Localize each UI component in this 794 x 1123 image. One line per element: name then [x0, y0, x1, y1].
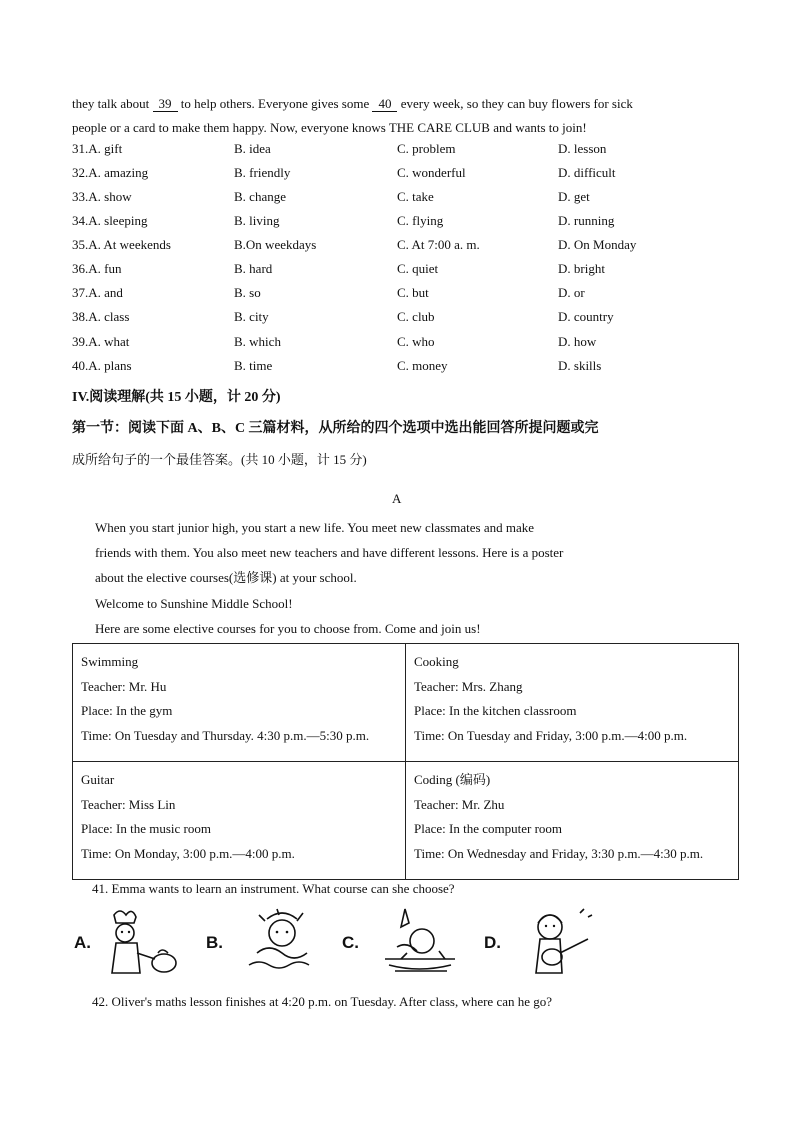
option-c: C. problem	[397, 141, 456, 156]
option-d: D. or	[558, 285, 585, 300]
computer-coding-icon	[377, 905, 467, 980]
course-teacher: Teacher: Mr. Zhu	[414, 796, 505, 812]
option-c: C. flying	[397, 213, 444, 228]
option-c: C. At 7:00 a. m.	[397, 237, 480, 252]
passage-line-2: people or a card to make them happy. Now, everyone knows THE CARE CLUB and wants to join!	[72, 120, 587, 135]
section-subheading: 第一节：阅读下面 A、B、C 三篇材料，从所给的四个选项中选出能回答所提问题或完	[72, 421, 599, 436]
question-41-options	[72, 905, 612, 980]
option-b: B. hard	[234, 261, 273, 276]
option-a: 32.A. amazing	[72, 165, 149, 180]
chef-cooking-icon	[102, 905, 187, 980]
option-row-33	[72, 189, 732, 213]
course-time: Time: On Wednesday and Friday, 3:30 p.m.—4:30 p.m.	[414, 845, 704, 861]
option-c: C. wonderful	[397, 165, 466, 180]
course-name: Cooking	[414, 654, 459, 669]
option-b: B. city	[234, 309, 269, 324]
question-41: 41. Emma wants to learn an instrument. What course can she choose?	[92, 881, 455, 896]
option-b: B. which	[234, 334, 281, 349]
course-place: Place: In the music room	[81, 821, 211, 836]
question-42: 42. Oliver's maths lesson finishes at 4:20 p.m. on Tuesday. After class, where can he go?	[92, 994, 553, 1009]
option-d: D. skills	[558, 358, 602, 373]
course-teacher: Teacher: Miss Lin	[81, 796, 176, 812]
course-time: Time: On Tuesday and Friday, 3:00 p.m.—4:00 p.m.	[414, 727, 688, 743]
passage-text: they talk about	[72, 96, 150, 111]
option-b: B. so	[234, 285, 261, 300]
reading-line: When you start junior high, you start a new life. You meet new classmates and make	[95, 520, 535, 535]
option-c: C. but	[397, 285, 429, 300]
section-subheading-2: 成所给句子的一个最佳答案。(共 10 小题，计 15 分)	[72, 452, 367, 467]
option-d: D. difficult	[558, 165, 616, 180]
option-c: C. who	[397, 334, 435, 349]
course-cell-swimming	[73, 644, 406, 762]
course-name: Coding (编码)	[414, 772, 491, 787]
option-label-a: A.	[74, 933, 91, 952]
course-teacher: Teacher: Mrs. Zhang	[414, 678, 523, 694]
option-a: 34.A. sleeping	[72, 213, 148, 228]
option-a: 37.A. and	[72, 285, 123, 300]
course-time: Time: On Monday, 3:00 p.m.—4:00 p.m.	[81, 845, 295, 861]
option-a: 31.A. gift	[72, 141, 123, 156]
option-d: D. country	[558, 309, 614, 324]
option-b: B. change	[234, 189, 286, 204]
guitar-player-icon	[522, 905, 602, 980]
reading-line: about the elective courses(选修课) at your school.	[95, 570, 357, 585]
option-a: 40.A. plans	[72, 358, 132, 373]
option-c: C. money	[397, 358, 448, 373]
course-name: Guitar	[81, 772, 115, 787]
option-d: D. get	[558, 189, 590, 204]
course-cell-guitar	[73, 762, 406, 880]
option-c: C. take	[397, 189, 434, 204]
reading-line: friends with them. You also meet new teachers and have different lessons. Here is a poster	[95, 545, 564, 560]
option-b: B. time	[234, 358, 273, 373]
course-place: Place: In the kitchen classroom	[414, 703, 577, 718]
option-a: 38.A. class	[72, 309, 130, 324]
option-a: 39.A. what	[72, 334, 130, 349]
option-b: B. friendly	[234, 165, 291, 180]
option-row-35	[72, 237, 732, 261]
option-b: B. idea	[234, 141, 271, 156]
blank-40: 40	[372, 97, 397, 112]
course-time: Time: On Tuesday and Thursday. 4:30 p.m.—5:30 p.m.	[81, 727, 370, 743]
course-name: Swimming	[81, 654, 139, 669]
swimmer-icon	[237, 905, 327, 980]
passage-text: every week, so they can buy flowers for sick	[400, 96, 633, 111]
option-c: C. quiet	[397, 261, 439, 276]
option-b: B. living	[234, 213, 280, 228]
option-d: D. bright	[558, 261, 605, 276]
option-b: B.On weekdays	[234, 237, 317, 252]
option-row-34	[72, 213, 732, 237]
option-row-39	[72, 334, 732, 358]
option-label-b: B.	[206, 933, 223, 952]
reading-line: Here are some elective courses for you to choose from. Come and join us!	[95, 621, 481, 636]
option-row-32	[72, 165, 732, 189]
option-c: C. club	[397, 309, 435, 324]
option-row-36	[72, 261, 732, 285]
option-row-31	[72, 141, 732, 165]
course-cell-coding	[406, 762, 739, 880]
option-d: D. how	[558, 334, 597, 349]
course-place: Place: In the gym	[81, 703, 173, 718]
option-label-c: C.	[342, 933, 359, 952]
option-label-d: D.	[484, 933, 501, 952]
option-d: D. lesson	[558, 141, 607, 156]
course-cell-cooking	[406, 644, 739, 762]
reading-line: Welcome to Sunshine Middle School!	[95, 596, 293, 611]
passage-line-1	[72, 92, 722, 116]
option-d: D. running	[558, 213, 615, 228]
course-table	[72, 643, 739, 880]
option-a: 35.A. At weekends	[72, 237, 171, 252]
section-heading: IV.阅读理解(共 15 小题，计 20 分)	[72, 390, 281, 405]
passage-text: to help others. Everyone gives some	[180, 96, 370, 111]
passage-label: A	[392, 491, 402, 506]
course-teacher: Teacher: Mr. Hu	[81, 678, 167, 694]
option-a: 33.A. show	[72, 189, 132, 204]
option-row-40	[72, 358, 732, 382]
course-place: Place: In the computer room	[414, 821, 563, 836]
option-row-37	[72, 285, 732, 309]
option-a: 36.A. fun	[72, 261, 122, 276]
option-row-38	[72, 309, 732, 333]
option-d: D. On Monday	[558, 237, 637, 252]
blank-39: 39	[153, 97, 178, 112]
